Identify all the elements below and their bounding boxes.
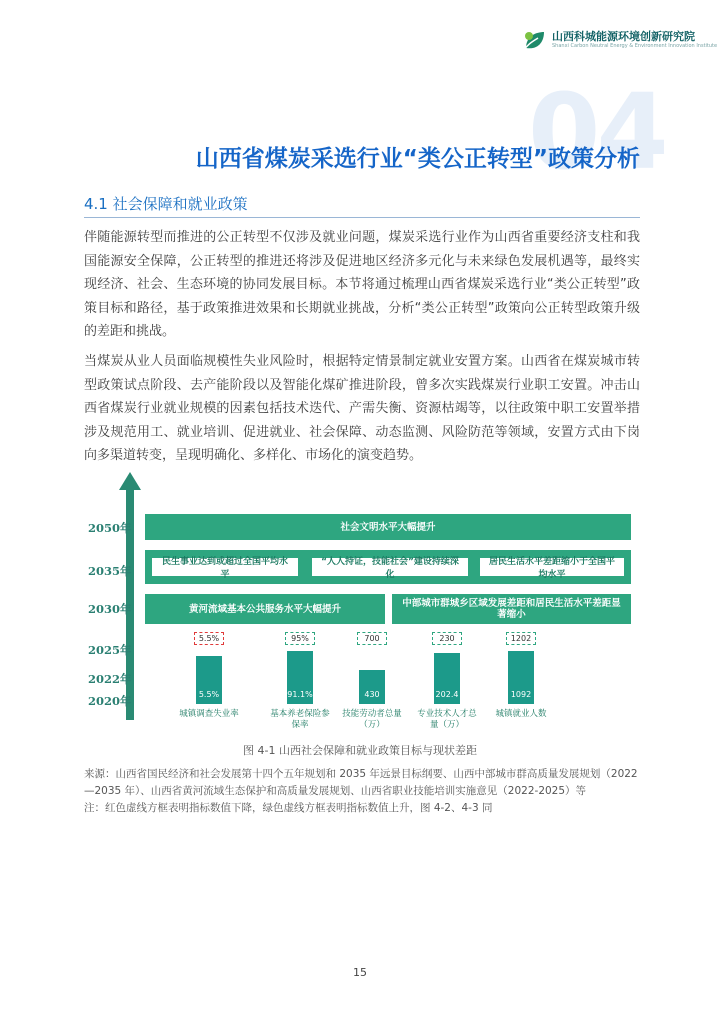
section-divider <box>84 217 640 218</box>
chapter-title: 山西省煤炭采选行业“类公正转型”政策分析 <box>195 146 640 172</box>
org-logo <box>522 26 718 60</box>
band-2030-item-1: 黄河流域基本公共服务水平大幅提升 <box>145 594 385 624</box>
year-label-2025: 2025年 <box>88 643 132 657</box>
source-note: 来源：山西省国民经济和社会发展第十四个五年规划和 2035 年远景目标纲要、山西中部城市群高质量发展规划（2022—2035 年）、山西省黄河流域生态保护和高质量发展规划、山西省职业技能培训实施意见（2022-2025）等 <box>84 768 638 797</box>
bar-label: 专业技术人才总量（万） <box>417 709 477 730</box>
figure-caption: 图 4-1 山西社会保障和就业政策目标与现状差距 <box>243 744 477 757</box>
chapter-number: 04 <box>528 71 665 193</box>
bar-target-value: 95% <box>285 632 315 645</box>
section-title: 4.1 社会保障和就业政策 <box>84 195 248 213</box>
paragraph-2: 当煤炭从业人员面临规模性失业风险时，根据特定情景制定就业安置方案。山西省在煤炭城市转型政策试点阶段、去产能阶段以及智能化煤矿推进阶段，曾多次实践煤炭行业职工安置。冲击山西省煤炭行业就业规模的因素包括技术迭代、产需失衡、资源枯竭等，以往政策中职工安置举措涉及规范用工、就业培训、促进就业、社会保障、动态监测、风险防范等领域，安置方式由下岗向多渠道转变，呈现明确化、多样化、市场化的演变趋势。 <box>84 354 640 463</box>
band-2035-item-3: 居民生活水平差距缩小于全国平均水平 <box>478 556 626 578</box>
bar-current-value: 1092 <box>510 690 532 699</box>
bar-label: 城镇调查失业率 <box>179 709 239 719</box>
page-number: 15 <box>353 966 367 979</box>
remark-note: 注：红色虚线方框表明指标数值下降，绿色虚线方框表明指标数值上升，图 4-2、4-3 同 <box>84 802 493 814</box>
bar-target-value: 230 <box>432 632 462 645</box>
year-label-2022: 2022年 <box>88 672 132 686</box>
bar-current-value: 430 <box>364 690 380 699</box>
bar-current-value: 5.5% <box>198 690 220 699</box>
year-label-2020: 2020年 <box>88 694 132 708</box>
bar-label: 技能劳动者总量（万） <box>342 709 402 730</box>
band-2035-item-2: “人人持证，技能社会”建设持续深化 <box>310 556 470 578</box>
band-2030-item-2: 中部城市群城乡区域发展差距和居民生活水平差距显著缩小 <box>392 594 631 624</box>
band-2050: 社会文明水平大幅提升 <box>145 514 631 540</box>
bar-label: 基本养老保险参保率 <box>270 709 330 730</box>
year-label-2030: 2030年 <box>88 602 132 616</box>
bar-label: 城镇就业人数 <box>495 709 547 719</box>
org-subtitle: Shanxi Carbon Neutral Energy & Environment Innovation Institute <box>552 43 718 49</box>
bar-target-value: 1202 <box>506 632 536 645</box>
year-label-2035: 2035年 <box>88 564 132 578</box>
bar-current-value: 91.1% <box>287 690 313 699</box>
paragraph-1: 伴随能源转型而推进的公正转型不仅涉及就业问题，煤炭采选行业作为山西省重要经济支柱和我国能源安全保障，公正转型的推进还将涉及促进地区经济多元化与未来绿色发展机遇等，最终实现经济、社会、生态环境的协同发展目标。本节将通过梳理山西省煤炭采选行业“类公正转型”政策目标和路径，基于政策推进效果和长期就业挑战，分析“类公正转型”政策向公正转型政策升级的差距和挑战。 <box>84 230 640 339</box>
bar-target-value: 5.5% <box>194 632 224 645</box>
year-label-2050: 2050年 <box>88 521 132 535</box>
org-name: 山西科城能源环境创新研究院 <box>552 30 695 43</box>
band-2035-item-1: 民生事业达到或超过全国平均水平 <box>150 556 300 578</box>
leaf-logo-icon <box>522 28 548 54</box>
bar-current-value: 202.4 <box>435 690 459 699</box>
bar-target-value: 700 <box>357 632 387 645</box>
